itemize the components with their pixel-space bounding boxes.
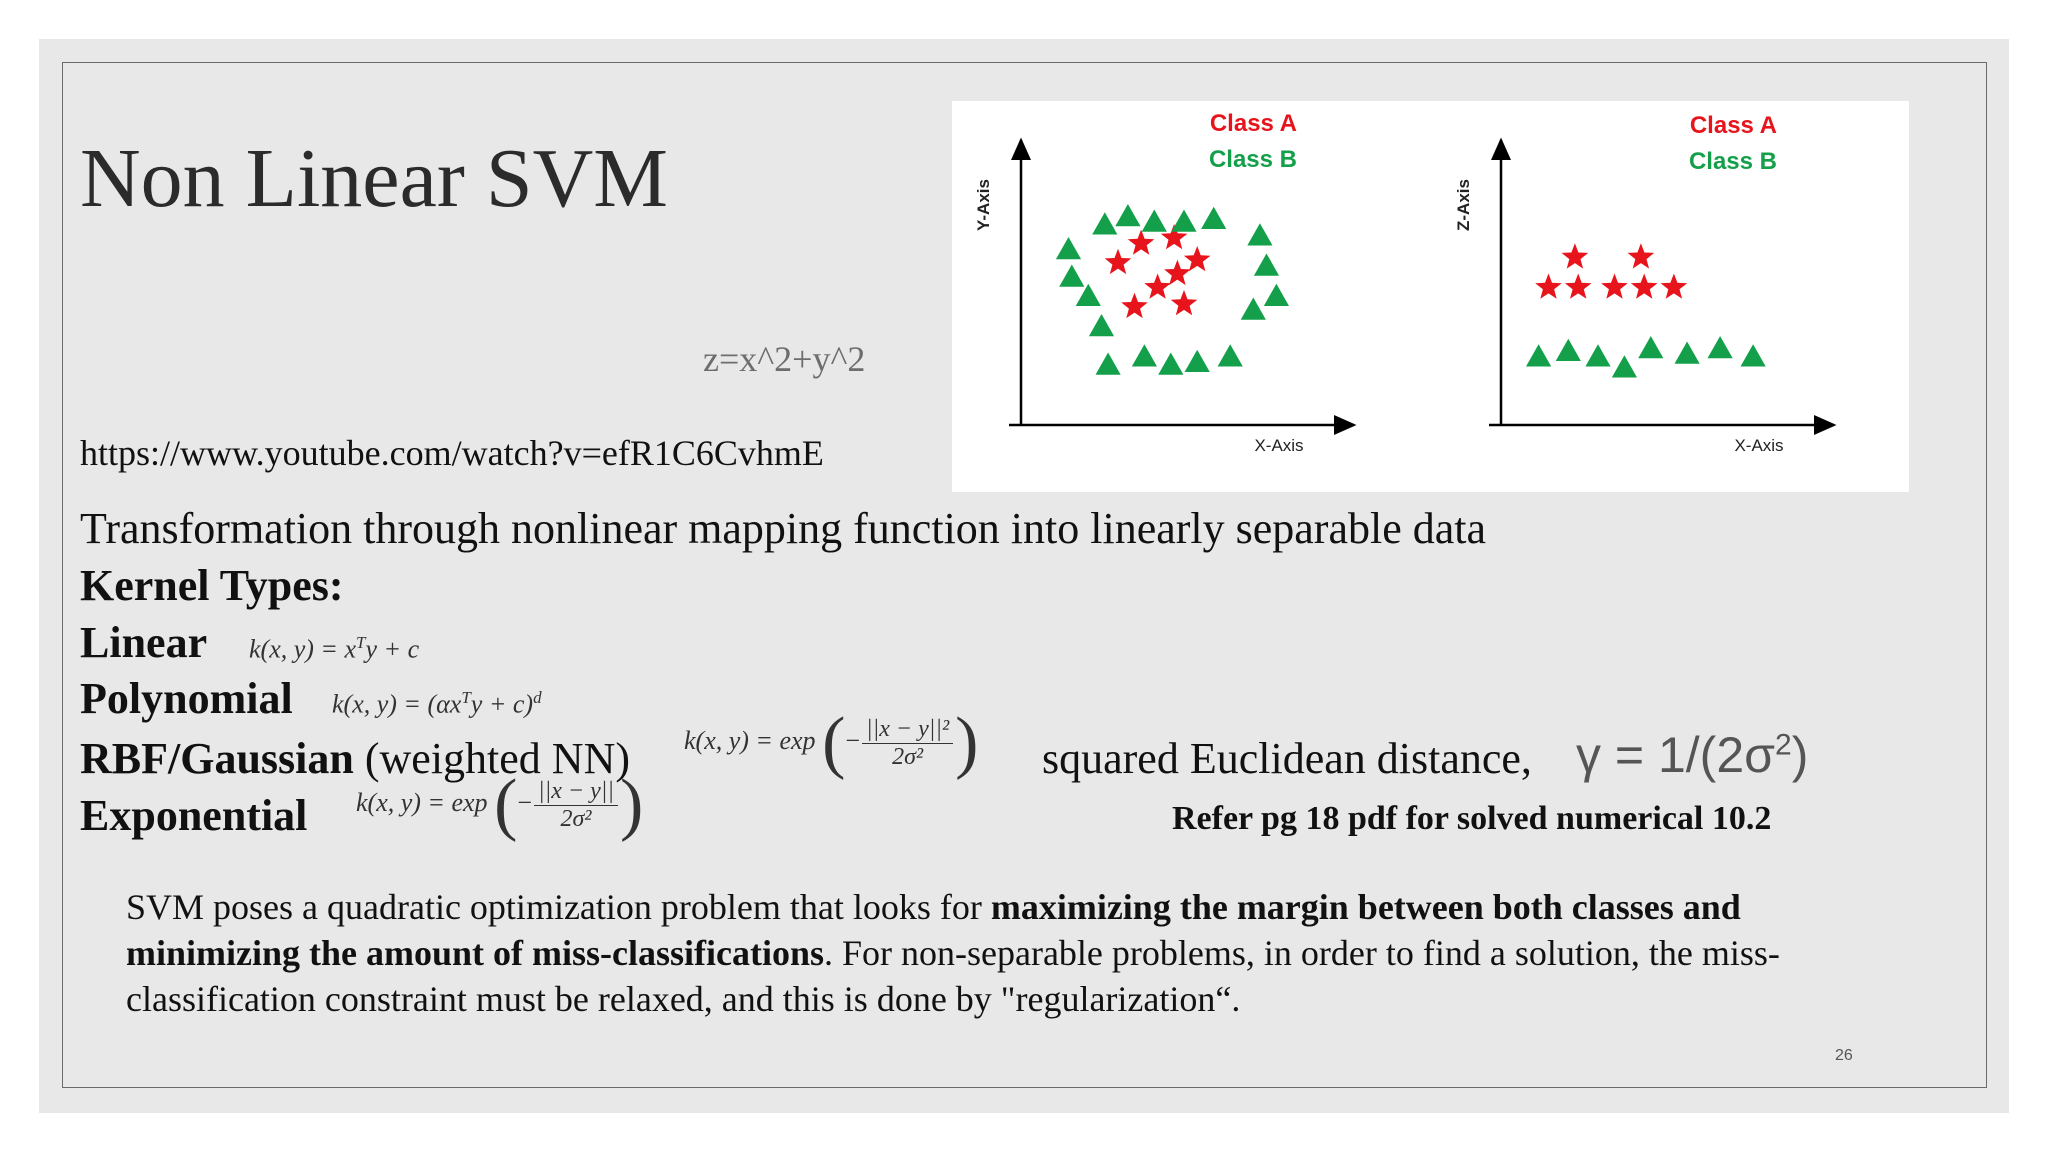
class-b-triangle-point — [1241, 298, 1266, 320]
class-a-star-point — [1565, 274, 1592, 299]
class-a-star-point — [1628, 243, 1655, 268]
kernel-label: RBF/Gaussian — [80, 734, 354, 783]
fraction-numerator: ||x − y|| — [534, 778, 618, 806]
class-a-star-point — [1164, 260, 1191, 285]
class-b-triangle-point — [1675, 342, 1700, 364]
formula-main: k(x, y) = (αx — [332, 689, 462, 719]
formula-tail: y + c) — [470, 689, 534, 719]
kernel-label: Linear — [80, 618, 208, 667]
summary-text: SVM poses a quadratic optimization problem that looks for — [126, 887, 991, 927]
formula-superscript: T — [461, 688, 471, 707]
class-a-star-point — [1144, 274, 1171, 299]
class-b-triangle-point — [1612, 355, 1637, 377]
class-b-triangle-point — [1201, 207, 1226, 229]
class-b-triangle-point — [1171, 210, 1196, 232]
class-a-star-point — [1535, 274, 1562, 299]
y-axis-label: Y-Axis — [974, 179, 993, 231]
scatter-charts — [952, 101, 1909, 492]
formula-tail: y + c — [365, 634, 420, 664]
class-a-star-point — [1562, 243, 1589, 268]
class-b-triangle-point — [1247, 223, 1272, 245]
slide-title: Non Linear SVM — [80, 132, 668, 225]
class-b-triangle-point — [1218, 344, 1243, 366]
kernel-label: Exponential — [80, 791, 308, 840]
class-b-triangle-point — [1264, 284, 1289, 306]
rbf-kernel-formula — [684, 704, 979, 781]
formula-fraction — [862, 716, 953, 771]
x-axis-label: X-Axis — [1734, 436, 1784, 455]
fraction-numerator: ||x − y||² — [862, 716, 953, 744]
formula-main: k(x, y) = exp — [356, 787, 488, 817]
refer-note: Refer pg 18 pdf for solved numerical 10.2 — [1172, 800, 1772, 837]
paren-open: ( — [494, 766, 518, 843]
class-a-star-point — [1171, 290, 1198, 315]
svm-summary-paragraph — [126, 884, 1866, 1022]
class-a-star-point — [1631, 274, 1658, 299]
class-a-star-point — [1128, 230, 1155, 255]
gamma-superscript: 2 — [1775, 728, 1792, 762]
legend-entry: Class B — [1208, 146, 1297, 173]
class-b-triangle-point — [1254, 254, 1279, 276]
svm-transform-figure — [952, 101, 1909, 492]
paren-close: ) — [955, 704, 979, 781]
linear-kernel-formula — [249, 633, 419, 665]
polynomial-kernel-formula — [332, 688, 542, 720]
gamma-equation — [1576, 726, 1808, 784]
class-b-triangle-point — [1741, 344, 1766, 366]
class-b-triangle-point — [1158, 353, 1183, 375]
class-b-triangle-point — [1526, 344, 1551, 366]
formula-superscript: T — [356, 633, 366, 652]
class-b-triangle-point — [1132, 344, 1157, 366]
class-b-triangle-point — [1089, 314, 1114, 336]
fraction-denominator: 2σ² — [892, 743, 924, 770]
class-b-triangle-point — [1585, 344, 1610, 366]
fraction-denominator: 2σ² — [560, 805, 592, 832]
class-a-star-point — [1121, 293, 1148, 318]
exponential-kernel-formula — [356, 766, 644, 843]
gamma-prefix: γ = 1/(2σ — [1576, 727, 1775, 783]
gamma-suffix: ) — [1791, 727, 1809, 783]
kernel-label-suffix: (weighted NN) — [353, 734, 631, 783]
class-b-triangle-point — [1708, 336, 1733, 358]
kernel-types-heading: Kernel Types: — [80, 561, 344, 610]
class-b-triangle-point — [1638, 336, 1663, 358]
page-number: 26 — [1835, 1047, 1853, 1064]
class-a-star-point — [1661, 274, 1688, 299]
formula-exponent: d — [533, 688, 542, 707]
legend-entry: Class A — [1689, 112, 1777, 139]
class-a-star-point — [1105, 249, 1132, 274]
kernel-label: Polynomial — [80, 674, 293, 723]
transformation-description: Transformation through nonlinear mapping function into linearly separable data — [80, 504, 1487, 553]
class-a-star-point — [1601, 274, 1628, 299]
class-b-triangle-point — [1142, 210, 1167, 232]
minus-sign: − — [845, 725, 861, 755]
euclidean-note: squared Euclidean distance, — [1042, 734, 1532, 783]
kernel-polynomial — [80, 673, 293, 724]
transform-formula: z=x^2+y^2 — [703, 339, 866, 379]
summary-text-end: . For non-separable problems, in order to find a solution, the miss-classification constraint must be relaxed, and this is done by "regularization“. — [126, 933, 1780, 1019]
class-b-triangle-point — [1056, 237, 1081, 259]
paren-open: ( — [822, 704, 846, 781]
paren-close: ) — [619, 766, 644, 843]
minus-sign: − — [517, 787, 533, 817]
class-b-triangle-point — [1092, 212, 1117, 234]
class-a-star-point — [1184, 246, 1211, 271]
legend-entry: Class B — [1688, 148, 1777, 175]
class-b-triangle-point — [1115, 204, 1140, 226]
x-axis-label: X-Axis — [1254, 436, 1304, 455]
formula-main: k(x, y) = exp — [684, 725, 816, 755]
kernel-linear — [80, 617, 207, 668]
class-b-triangle-point — [1059, 265, 1084, 287]
class-b-triangle-point — [1185, 350, 1210, 372]
class-b-triangle-point — [1076, 284, 1101, 306]
y-axis-label: Z-Axis — [1454, 179, 1473, 231]
legend-entry: Class A — [1209, 110, 1297, 137]
formula-fraction — [534, 778, 618, 833]
summary-emphasis: maximizing the margin between both classes and minimizing the amount of miss-classifications — [126, 887, 1741, 973]
class-b-triangle-point — [1556, 339, 1581, 361]
formula-main: k(x, y) = x — [249, 634, 357, 664]
video-link[interactable]: https://www.youtube.com/watch?v=efR1C6CvhmE — [80, 433, 824, 473]
class-b-triangle-point — [1096, 353, 1121, 375]
kernel-exponential — [80, 790, 307, 841]
